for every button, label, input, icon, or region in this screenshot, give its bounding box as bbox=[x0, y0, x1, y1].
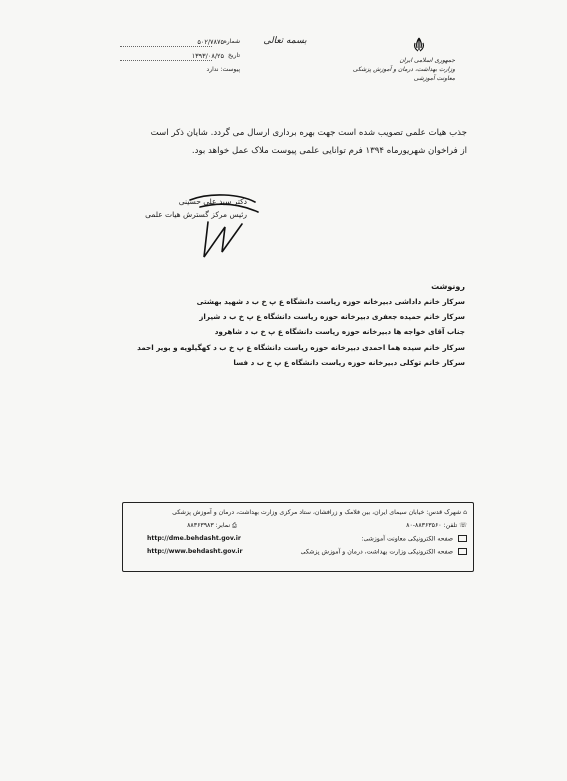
ministry-portal-link[interactable]: http://www.behdasht.gov.ir bbox=[147, 548, 243, 555]
address-text: شهرک قدس: خیابان سیمای ایران، بین فلامک و زرافشان، ستاد مرکزی وزارت بهداشت، درمان و آموزش پزشکی bbox=[172, 509, 462, 516]
ministry-portal-label: صفحه الکترونیکی وزارت بهداشت، درمان و آموزش پزشکی bbox=[300, 548, 454, 556]
signer-name: دکتر سید علی حسینی bbox=[178, 197, 247, 206]
date-value: ۱۳۹۳/۰۸/۲۵ bbox=[191, 52, 224, 60]
phone-icon: ☏ bbox=[459, 522, 467, 529]
bismillah: بسمه تعالی bbox=[263, 36, 307, 46]
ministry-header bbox=[352, 56, 455, 83]
envelope-icon bbox=[458, 548, 467, 555]
signer-title: رئیس مرکز گسترش هیات علمی bbox=[145, 210, 247, 219]
footer-box bbox=[122, 502, 474, 572]
cc-recipient: سرکار خانم توکلی دبیرخانه حوزه ریاست دانشگاه ع پ خ ب د فسا bbox=[233, 357, 465, 367]
number-value: ۵۰۲/۷۸۷۵ bbox=[197, 38, 224, 46]
fax-icon: ⎙ bbox=[232, 522, 237, 529]
letter-meta bbox=[120, 38, 240, 80]
envelope-icon bbox=[458, 535, 467, 542]
footer-ministry-portal bbox=[301, 548, 467, 556]
attachment-row bbox=[120, 66, 240, 80]
footer-address bbox=[172, 509, 467, 516]
iran-emblem-icon bbox=[410, 36, 428, 54]
footer-phone bbox=[406, 522, 467, 529]
footer-fax bbox=[187, 522, 237, 530]
phone-text: تلفن: ۸۸۳۶۳۵۶۰-۸۰ bbox=[406, 522, 458, 529]
ministry-line-1: جمهوری اسلامی ایران bbox=[399, 57, 455, 64]
date-row bbox=[120, 52, 240, 66]
date-label: تاریخ bbox=[228, 52, 240, 59]
cc-recipient: سرکار خانم سیده هما احمدی دبیرخانه حوزه ریاست دانشگاه ع پ خ ب د کهگیلویه و بویر احمد bbox=[137, 342, 465, 352]
number-dots bbox=[120, 46, 212, 47]
edu-portal-link[interactable]: http://dme.behdasht.gov.ir bbox=[147, 535, 241, 542]
ministry-line-3: معاونت آموزشی bbox=[413, 75, 455, 82]
handwritten-signature bbox=[170, 182, 270, 262]
cc-list bbox=[105, 294, 465, 370]
cc-recipient: سرکار خانم داداشی دبیرخانه حوزه ریاست دانشگاه ع پ خ ب د شهید بهشتی bbox=[196, 297, 465, 306]
cc-recipient: جناب آقای خواجه ها دبیرخانه حوزه ریاست دانشگاه ع پ خ ب د شاهرود bbox=[214, 327, 465, 337]
location-icon: ⌂ bbox=[463, 509, 467, 516]
cc-recipient: سرکار خانم حمیده جعفری دبیرخانه حوزه ریاست دانشگاه ع پ خ ب د شیراز bbox=[199, 312, 465, 322]
fax-text: نمابر: ۸۸۳۶۳۹۸۳ bbox=[187, 522, 231, 529]
cc-title: رونوشت bbox=[431, 282, 465, 291]
ministry-line-2: وزارت بهداشت، درمان و آموزش پزشکی bbox=[352, 66, 455, 73]
attachment-label: پیوست: ندارد bbox=[206, 66, 240, 73]
signer-block bbox=[97, 195, 247, 221]
date-dots bbox=[120, 60, 212, 61]
footer-edu-portal bbox=[361, 535, 467, 543]
edu-portal-label: صفحه الکترونیکی معاونت آموزشی: bbox=[361, 535, 454, 543]
letter-body bbox=[107, 124, 467, 160]
number-row bbox=[120, 38, 240, 52]
body-line-1: جذب هیات علمی تصویب شده است جهت بهره برداری ارسال می گردد. شایان ذکر است bbox=[150, 128, 467, 138]
number-label: شماره bbox=[223, 38, 240, 45]
body-line-2: از فراخوان شهریورماه ۱۳۹۴ فرم توانایی علمی پیوست ملاک عمل خواهد بود. bbox=[191, 146, 467, 156]
